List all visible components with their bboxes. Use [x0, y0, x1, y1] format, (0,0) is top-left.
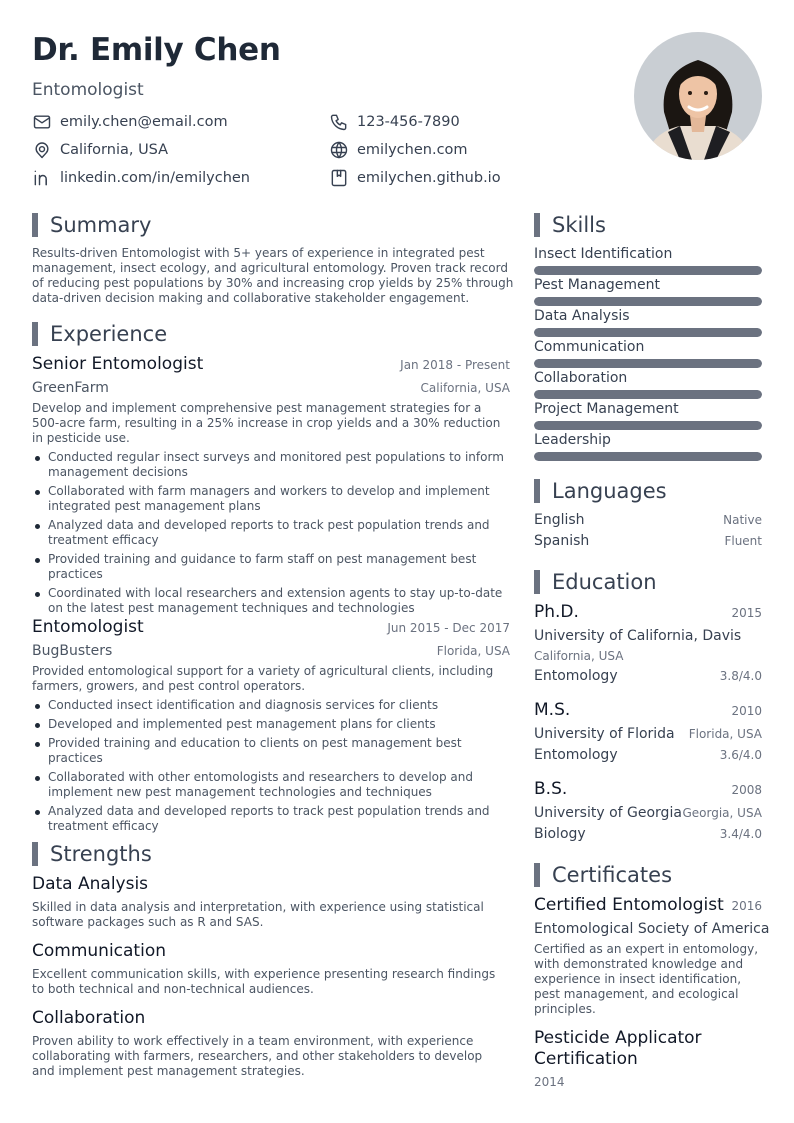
- degree-field: Biology: [534, 826, 586, 842]
- linkedin-text: linkedin.com/in/emilychen: [60, 170, 250, 186]
- school-location: Florida, USA: [688, 727, 762, 741]
- certificate-year: 2014: [534, 1075, 565, 1089]
- degree-title: M.S.: [534, 700, 571, 720]
- skill-level-fill: [534, 266, 762, 275]
- list-item: Conducted regular insect surveys and monitored pest populations to inform management decisions: [32, 450, 510, 480]
- contact-location: [32, 140, 168, 160]
- job-description: Develop and implement comprehensive pest management strategies for a 500-acre farm, resulting in a 25% increase in crop yields and a 30% reduction in pesticide use.: [32, 401, 501, 445]
- languages-heading: Languages: [534, 478, 667, 504]
- degree-title: B.S.: [534, 779, 568, 799]
- strength-title: Data Analysis: [32, 874, 149, 894]
- skill-level-fill: [534, 390, 762, 399]
- skill-level-bar: [534, 452, 762, 461]
- heading-accent-bar: [534, 863, 540, 887]
- candidate-name: Dr. Emily Chen: [32, 32, 281, 68]
- job-company: BugBusters: [32, 643, 113, 659]
- job-date: Jan 2018 - Present: [400, 358, 510, 372]
- candidate-title: Entomologist: [32, 80, 144, 100]
- certificate-title: Pesticide Applicator: [534, 1028, 702, 1048]
- degree-year: 2015: [731, 606, 762, 620]
- job-bullets: [32, 698, 510, 838]
- globe-icon: [329, 140, 349, 160]
- list-item: Conducted insect identification and diagnosis services for clients: [32, 698, 510, 713]
- list-item: Developed and implemented pest management plans for clients: [32, 717, 510, 732]
- job-company: GreenFarm: [32, 380, 109, 396]
- contact-linkedin[interactable]: [32, 168, 250, 188]
- email-text: emily.chen@email.com: [60, 114, 228, 130]
- contact-website[interactable]: [329, 140, 468, 160]
- certificate-title: Certified Entomologist: [534, 895, 724, 915]
- degree-gpa: 3.6/4.0: [719, 748, 762, 762]
- school-name: University of Georgia: [534, 805, 682, 821]
- contact-email[interactable]: [32, 112, 228, 132]
- skill-label: Leadership: [534, 432, 611, 448]
- skill-level-bar: [534, 421, 762, 430]
- github-text: emilychen.github.io: [357, 170, 501, 186]
- profile-photo: [634, 32, 762, 160]
- degree-year: 2008: [731, 783, 762, 797]
- skill-level-fill: [534, 452, 762, 461]
- job-title: Entomologist: [32, 617, 144, 637]
- school-location: California, USA: [534, 649, 624, 663]
- strengths-heading: Strengths: [32, 841, 152, 867]
- strength-text: Proven ability to work effectively in a team environment, with experience collaborating with farmers, researchers, and other stakeholders to develop and implement pest management strategies.: [32, 1034, 483, 1078]
- job-location: Florida, USA: [436, 644, 510, 658]
- heading-accent-bar: [534, 570, 540, 594]
- school-name: University of California, Davis: [534, 628, 742, 644]
- job-date: Jun 2015 - Dec 2017: [387, 621, 510, 635]
- skill-level-bar: [534, 266, 762, 275]
- heading-accent-bar: [32, 213, 38, 237]
- language-level: Fluent: [724, 534, 762, 548]
- summary-text: Results-driven Entomologist with 5+ years of experience in integrated pest management, insect ecology, and agricultural entomology. Proven track record of reducing pest populations by 30% and increasing crop yields by 25% through data-driven decision making and collaborative stakeholder engagement.: [32, 246, 514, 305]
- skills-heading: Skills: [534, 212, 606, 238]
- mail-icon: [32, 112, 52, 132]
- phone-text: 123-456-7890: [357, 114, 460, 130]
- certificate-title-continued: Certification: [534, 1049, 638, 1069]
- certificate-year: 2016: [731, 899, 762, 913]
- list-item: Analyzed data and developed reports to track pest population trends and treatment efficacy: [32, 518, 510, 548]
- skill-label: Insect Identification: [534, 246, 673, 262]
- job-title: Senior Entomologist: [32, 354, 204, 374]
- heading-accent-bar: [534, 479, 540, 503]
- skill-level-bar: [534, 390, 762, 399]
- skill-label: Communication: [534, 339, 645, 355]
- skill-label: Collaboration: [534, 370, 628, 386]
- phone-icon: [329, 112, 349, 132]
- language-level: Native: [723, 513, 762, 527]
- list-item: Coordinated with local researchers and extension agents to stay up-to-date on the latest pest management techniques and technologies: [32, 586, 510, 616]
- linkedin-icon: [32, 168, 52, 188]
- list-item: Provided training and guidance to farm staff on pest management best practices: [32, 552, 510, 582]
- heading-accent-bar: [32, 842, 38, 866]
- list-item: Collaborated with farm managers and workers to develop and implement integrated pest management plans: [32, 484, 510, 514]
- skill-level-fill: [534, 328, 762, 337]
- list-item: Collaborated with other entomologists and researchers to develop and implement new pest management technologies and techniques: [32, 770, 510, 800]
- skill-label: Project Management: [534, 401, 679, 417]
- list-item: Analyzed data and developed reports to track pest population trends and treatment efficacy: [32, 804, 510, 834]
- degree-gpa: 3.8/4.0: [719, 669, 762, 683]
- skill-level-fill: [534, 297, 762, 306]
- experience-heading: Experience: [32, 321, 167, 347]
- contact-phone[interactable]: [329, 112, 460, 132]
- website-text: emilychen.com: [357, 142, 468, 158]
- summary-heading: Summary: [32, 212, 151, 238]
- skill-label: Data Analysis: [534, 308, 630, 324]
- language-name: Spanish: [534, 533, 590, 549]
- skill-level-fill: [534, 359, 762, 368]
- skill-level-bar: [534, 359, 762, 368]
- skill-label: Pest Management: [534, 277, 661, 293]
- portrait-image: [634, 32, 762, 160]
- certificate-issuer: Entomological Society of America: [534, 921, 770, 937]
- degree-field: Entomology: [534, 668, 618, 684]
- bookmark-icon: [329, 168, 349, 188]
- strength-title: Communication: [32, 941, 166, 961]
- job-location: California, USA: [420, 381, 510, 395]
- job-bullets: [32, 450, 510, 620]
- degree-field: Entomology: [534, 747, 618, 763]
- heading-accent-bar: [534, 213, 540, 237]
- contact-github[interactable]: [329, 168, 501, 188]
- school-location: Georgia, USA: [682, 806, 762, 820]
- location-text: California, USA: [60, 142, 169, 158]
- skill-level-bar: [534, 328, 762, 337]
- strength-title: Collaboration: [32, 1008, 146, 1028]
- strength-text: Excellent communication skills, with experience presenting research findings to both technical and non-technical audiences.: [32, 967, 496, 996]
- list-item: Provided training and education to clients on pest management best practices: [32, 736, 510, 766]
- skill-level-bar: [534, 297, 762, 306]
- strength-text: Skilled in data analysis and interpretation, with experience using statistical software packages such as R and SAS.: [32, 900, 484, 929]
- certificate-description: Certified as an expert in entomology, with demonstrated knowledge and experience in insect identification, pest management, and ecological principles.: [534, 942, 759, 1016]
- heading-accent-bar: [32, 322, 38, 346]
- language-name: English: [534, 512, 585, 528]
- education-heading: Education: [534, 569, 657, 595]
- degree-title: Ph.D.: [534, 602, 579, 622]
- map-pin-icon: [32, 140, 52, 160]
- skill-level-fill: [534, 421, 762, 430]
- job-description: Provided entomological support for a variety of agricultural clients, including farmers, growers, and pest control operators.: [32, 664, 494, 693]
- certificates-heading: Certificates: [534, 862, 672, 888]
- school-name: University of Florida: [534, 726, 675, 742]
- degree-gpa: 3.4/4.0: [719, 827, 762, 841]
- degree-year: 2010: [731, 704, 762, 718]
